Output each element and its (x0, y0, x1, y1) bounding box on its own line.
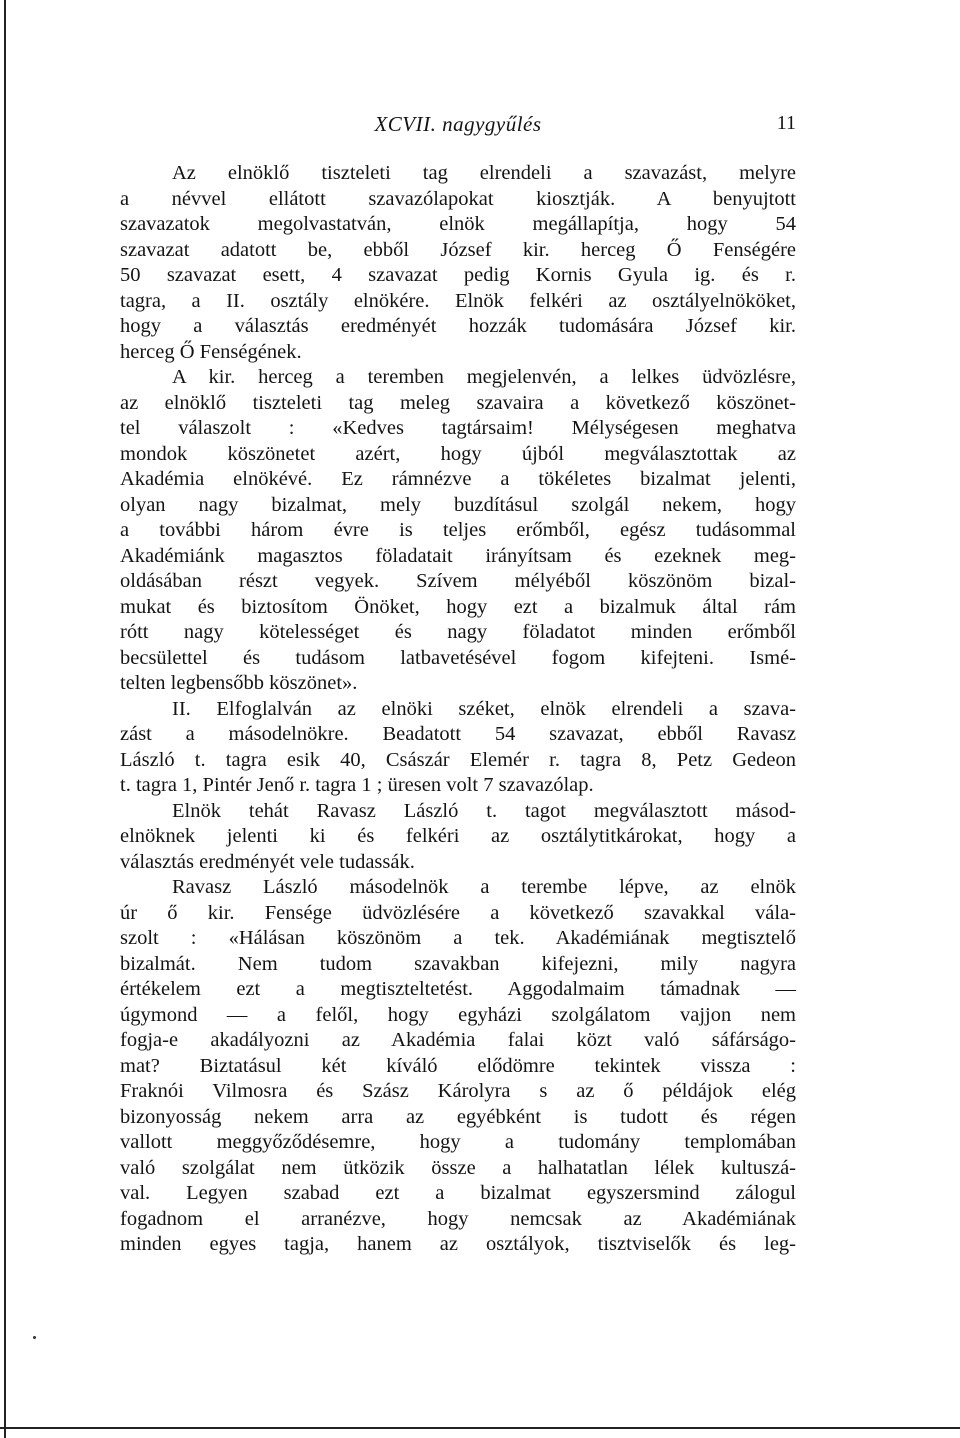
text-line: Az elnöklő tiszteleti tag elrendeli a szavazást, melyre (172, 162, 796, 184)
scan-speck (33, 1336, 36, 1339)
text-line: bizalmát. Nem tudom szavakban kifejezni, mily nagyra (120, 952, 796, 975)
text-line: szolt : «Hálásan köszönöm a tek. Akadémiának megtisztelő (120, 927, 796, 949)
text-line: fogadnom el arranézve, hogy nemcsak az Akadémiának (120, 1207, 796, 1230)
text-line: értékelem ezt a megtiszteltetést. Aggodalmaim támadnak — (120, 978, 796, 1000)
text-line: mat? Biztatásul két kíváló elődömre tekintek vissza : (120, 1054, 796, 1077)
text-line: minden egyes tagja, hanem az osztályok, tisztviselők és leg- (120, 1233, 796, 1255)
text-line: herceg Ő Fenségének. (120, 340, 302, 363)
text-line: a további három évre is teljes erőmből, egész tudásommal (120, 519, 796, 541)
text-line: úgymond — a felől, hogy egyházi szolgálatom vajjon nem (120, 1003, 796, 1026)
text-line: mondok köszönetet azért, hogy újból megválasztottak az (120, 442, 796, 465)
text-line: szavazatok megolvastatván, elnök megállapítja, hogy 54 (120, 213, 796, 235)
page-bottom-edge-line (0, 1427, 960, 1429)
page-left-edge-line (4, 0, 6, 1438)
text-line: szavazat adatott be, ebből József kir. herceg Ő Fenségére (120, 238, 796, 261)
text-line: választás eredményét vele tudassák. (120, 850, 415, 873)
text-line: olyan nagy bizalmat, mely buzdításul szolgál nekem, hogy (120, 493, 796, 516)
text-line: val. Legyen szabad ezt a bizalmat egyszersmind zálogul (120, 1182, 796, 1204)
text-line: vallott meggyőződésemre, hogy a tudomány templomában (120, 1131, 796, 1153)
text-line: rótt nagy kötelességet és nagy föladatot minden erőmből (120, 621, 796, 643)
text-line: László t. tagra esik 40, Császár Elemér r. tagra 8, Petz Gedeon (120, 748, 796, 771)
text-line: való szolgálat nem ütközik össze a halhatatlan lélek kultuszá- (120, 1156, 796, 1179)
body-text (120, 161, 796, 1258)
text-line: 50 szavazat esett, 4 szavazat pedig Kornis Gyula ig. és r. (120, 264, 796, 286)
text-line: Fraknói Vilmosra és Szász Károlyra s az ő példájok elég (120, 1080, 796, 1102)
text-line: elnöknek jelenti ki és felkéri az osztálytitkárokat, hogy a (120, 825, 796, 847)
text-line: zást a másodelnökre. Beadatott 54 szavazat, ebből Ravasz (120, 723, 796, 745)
page-number: 11 (776, 112, 796, 134)
text-line: mukat és biztosítom Önöket, hogy ezt a bizalmuk által rám (120, 595, 796, 618)
text-line: úr ő kir. Fensége üdvözlésére a következő szavakkal vála- (120, 901, 796, 924)
text-line: oldásában részt vegyek. Szívem mélyéből köszönöm bizal- (120, 570, 796, 592)
running-title: XCVII. nagygyűlés (374, 112, 542, 136)
text-line: fogja-e akadályozni az Akadémia falai közt való sáfárságo- (120, 1029, 796, 1051)
text-line: Akadémiánk magasztos föladatait irányítsam és ezeknek meg- (120, 544, 796, 567)
text-line: Akadémia elnökévé. Ez rámnézve a tökéletes bizalmat jelenti, (120, 468, 796, 490)
text-line: telten legbensőbb köszönet». (120, 672, 358, 694)
text-line: Ravasz László másodelnök a terembe lépve, az elnök (172, 876, 796, 898)
running-header (120, 112, 796, 142)
text-line: hogy a választás eredményét hozzák tudomására József kir. (120, 315, 796, 337)
text-line: az elnöklő tiszteleti tag meleg szavaira a következő köszönet- (120, 391, 796, 414)
text-line: A kir. herceg a teremben megjelenvén, a lelkes üdvözlésre, (172, 366, 796, 388)
text-line: tel válaszolt : «Kedves tagtársaim! Mélységesen meghatva (120, 417, 796, 439)
text-line: tagra, a II. osztály elnökére. Elnök felkéri az osztályelnököket, (120, 289, 796, 312)
text-line: bizonyosság nekem arra az egyébként is tudott és régen (120, 1105, 796, 1128)
text-line: Elnök tehát Ravasz László t. tagot megválasztott másod- (172, 799, 796, 822)
text-line: t. tagra 1, Pintér Jenő r. tagra 1 ; üresen volt 7 szavazólap. (120, 774, 594, 796)
text-line: becsülettel és tudásom latbavetésével fogom kifejteni. Ismé- (120, 646, 796, 669)
text-line: II. Elfoglalván az elnöki széket, elnök elrendeli a szava- (172, 697, 796, 720)
text-line: a névvel ellátott szavazólapokat kiosztják. A benyujtott (120, 187, 796, 210)
